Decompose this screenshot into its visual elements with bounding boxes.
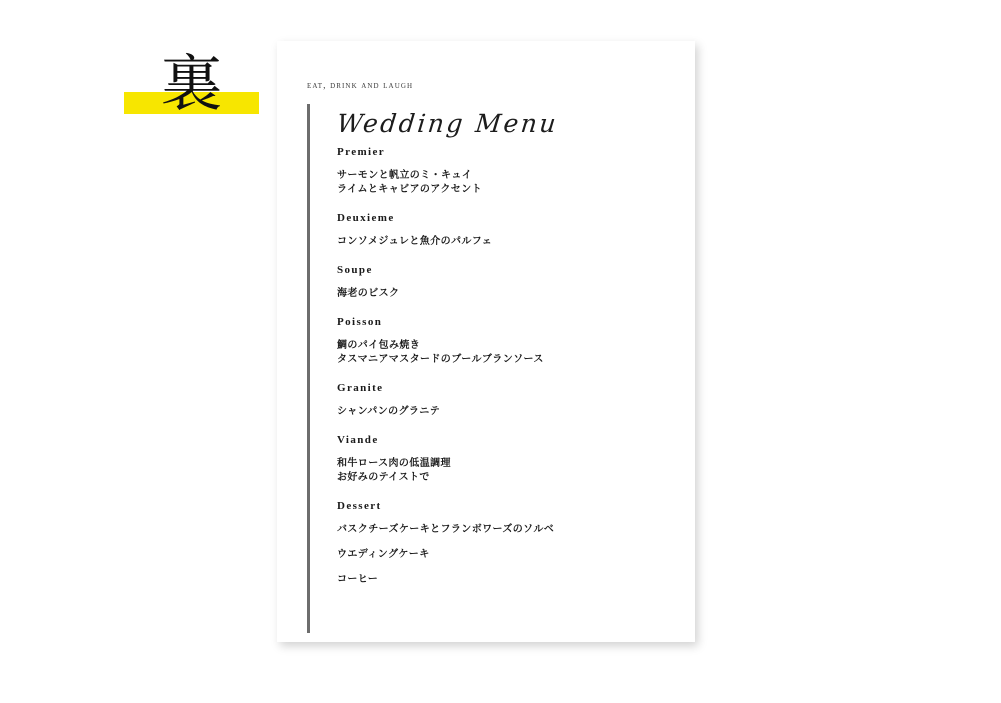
course-line: 和牛ロース肉の低温調理 (337, 458, 451, 469)
side-marker-character: 裏 (160, 47, 223, 120)
course-item (337, 316, 682, 367)
course-item (337, 212, 682, 249)
course-heading: Soupe (337, 264, 373, 276)
course-heading: Premier (337, 146, 386, 158)
menu-card-inner (277, 41, 695, 642)
course-heading: Viande (337, 434, 379, 446)
course-item (337, 500, 682, 587)
vertical-rule-divider (307, 104, 310, 633)
course-heading: Granite (337, 382, 384, 394)
course-line: シャンパンのグラニテ (337, 406, 441, 417)
course-line: お好みのテイストで (337, 472, 430, 483)
course-line: タスマニアマスタードのブールブランソース (337, 354, 544, 365)
course-item (337, 264, 682, 301)
course-item (337, 146, 682, 197)
course-item (337, 434, 682, 485)
menu-card (277, 41, 695, 642)
course-item (337, 382, 682, 419)
side-marker (124, 45, 259, 125)
course-heading: Deuxieme (337, 212, 395, 224)
course-heading: Dessert (337, 500, 382, 512)
course-line: バスクチーズケーキとフランボワーズのソルベ (337, 524, 555, 535)
menu-title: Wedding Menu (335, 109, 560, 138)
course-line: コンソメジュレと魚介のパルフェ (337, 236, 493, 247)
course-line: サーモンと帆立のミ・キュイ (337, 170, 473, 181)
course-line: コーヒー (337, 574, 379, 585)
eyebrow-text: eat, drink and laugh (307, 81, 414, 91)
course-line: ウエディングケーキ (337, 549, 430, 560)
course-list (337, 146, 682, 602)
course-line: 鯛のパイ包み焼き (337, 340, 421, 351)
course-line: ライムとキャビアのアクセント (337, 184, 482, 195)
course-heading: Poisson (337, 316, 383, 328)
course-line: 海老のビスク (337, 288, 400, 299)
